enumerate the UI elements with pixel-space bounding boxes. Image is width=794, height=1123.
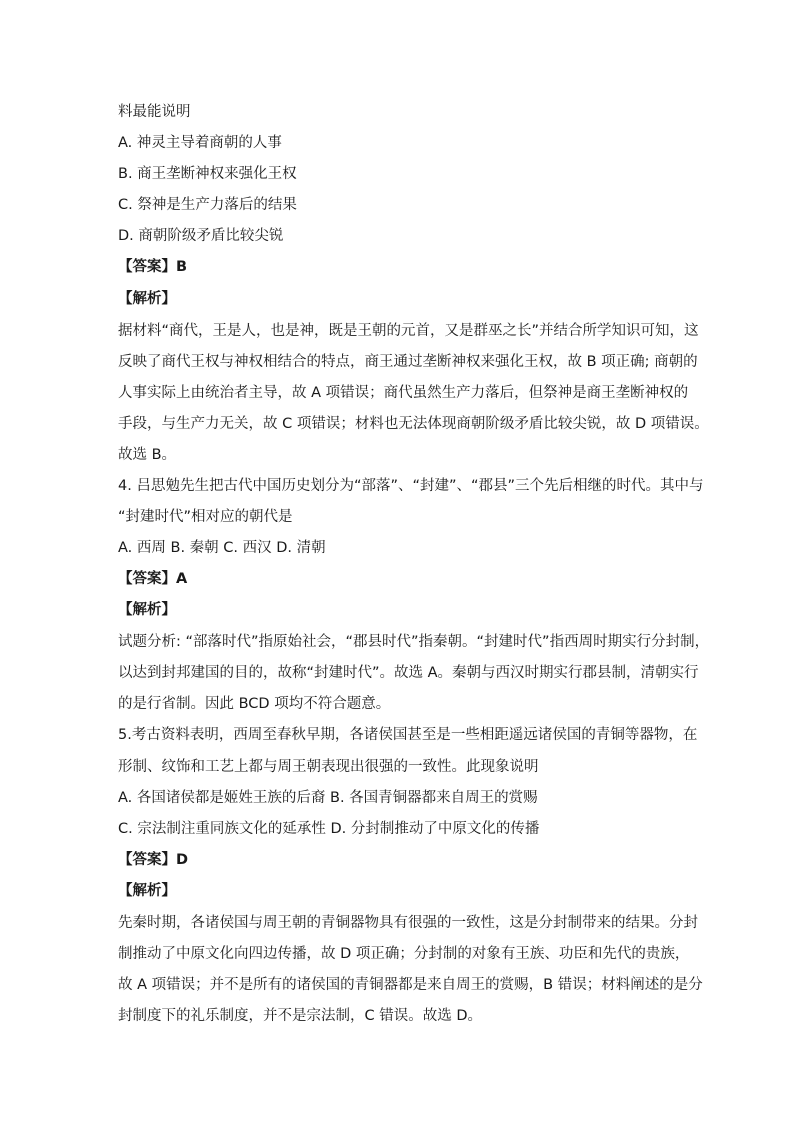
q3-option-a: A. 神灵主导着商朝的人事	[118, 135, 282, 151]
q5-stem-line: 5.考古资料表明，西周至春秋早期，各诸侯国甚至是一些相距遥远诸侯国的青铜等器物，在	[118, 727, 698, 743]
q5-options-row: C. 宗法制注重同族文化的延承性 D. 分封制推动了中原文化的传播	[118, 821, 540, 837]
q5-analysis-label: 【解析】	[118, 883, 176, 899]
q3-analysis-line: 反映了商代王权与神权相结合的特点，商王通过垄断神权来强化王权，故 B 项正确; 商朝的	[118, 354, 698, 370]
q3-option-d: D. 商朝阶级矛盾比较尖锐	[118, 228, 284, 244]
q5-stem-line: 形制、纹饰和工艺上都与周王朝表现出很强的一致性。此现象说明	[118, 759, 539, 775]
q3-option-b: B. 商王垄断神权来强化王权	[118, 166, 297, 182]
q3-analysis-line: 手段，与生产力无关，故 C 项错误；材料也无法体现商朝阶级矛盾比较尖锐，故 D 项错误。	[118, 416, 709, 432]
q4-stem-line: 4. 吕思勉先生把古代中国历史划分为“部落”、“封建”、“郡县”三个先后相继的时代。其中与	[118, 478, 704, 494]
q4-analysis-label: 【解析】	[118, 602, 176, 618]
q4-analysis-line: 试题分析: “部落时代”指原始社会，“郡县时代”指秦朝。“封建时代”指西周时期实行分封制，	[118, 634, 710, 650]
q5-analysis-line: 故 A 项错误；并不是所有的诸侯国的青铜器都是来自周王的赏赐，B 错误；材料阐述的是分	[118, 977, 703, 993]
q5-analysis-line: 先秦时期，各诸侯国与周王朝的青铜器物具有很强的一致性，这是分封制带来的结果。分封	[118, 915, 698, 931]
q4-options: A. 西周 B. 秦朝 C. 西汉 D. 清朝	[118, 540, 326, 556]
q4-answer: 【答案】A	[118, 571, 188, 587]
q4-analysis-line: 的是行省制。因此 BCD 项均不符合题意。	[118, 696, 391, 712]
q5-analysis-line: 封制度下的礼乐制度，并不是宗法制，C 错误。故选 D。	[118, 1008, 483, 1024]
q3-option-c: C. 祭神是生产力落后的结果	[118, 197, 297, 213]
q4-stem-line: “封建时代”相对应的朝代是	[118, 509, 293, 525]
q3-analysis-label: 【解析】	[118, 291, 176, 307]
q3-stem-tail: 料最能说明	[118, 104, 191, 120]
q4-analysis-line: 以达到封邦建国的目的，故称“封建时代”。故选 A。秦朝与西汉时期实行郡县制，清朝实行	[118, 665, 699, 681]
q5-answer: 【答案】D	[118, 852, 189, 868]
q3-analysis-line: 故选 B。	[118, 447, 177, 463]
q3-analysis-line: 人事实际上由统治者主导，故 A 项错误；商代虽然生产力落后，但祭神是商王垄断神权的	[118, 385, 689, 401]
q5-analysis-line: 制推动了中原文化向四边传播，故 D 项正确；分封制的对象有王族、功臣和先代的贵族，	[118, 946, 690, 962]
q3-analysis-line: 据材料“商代，王是人，也是神，既是王朝的元首，又是群巫之长”并结合所学知识可知，这	[118, 323, 699, 339]
q3-answer: 【答案】B	[118, 259, 188, 275]
q5-options-row: A. 各国诸侯都是姬姓王族的后裔 B. 各国青铜器都来自周王的赏赐	[118, 790, 538, 806]
